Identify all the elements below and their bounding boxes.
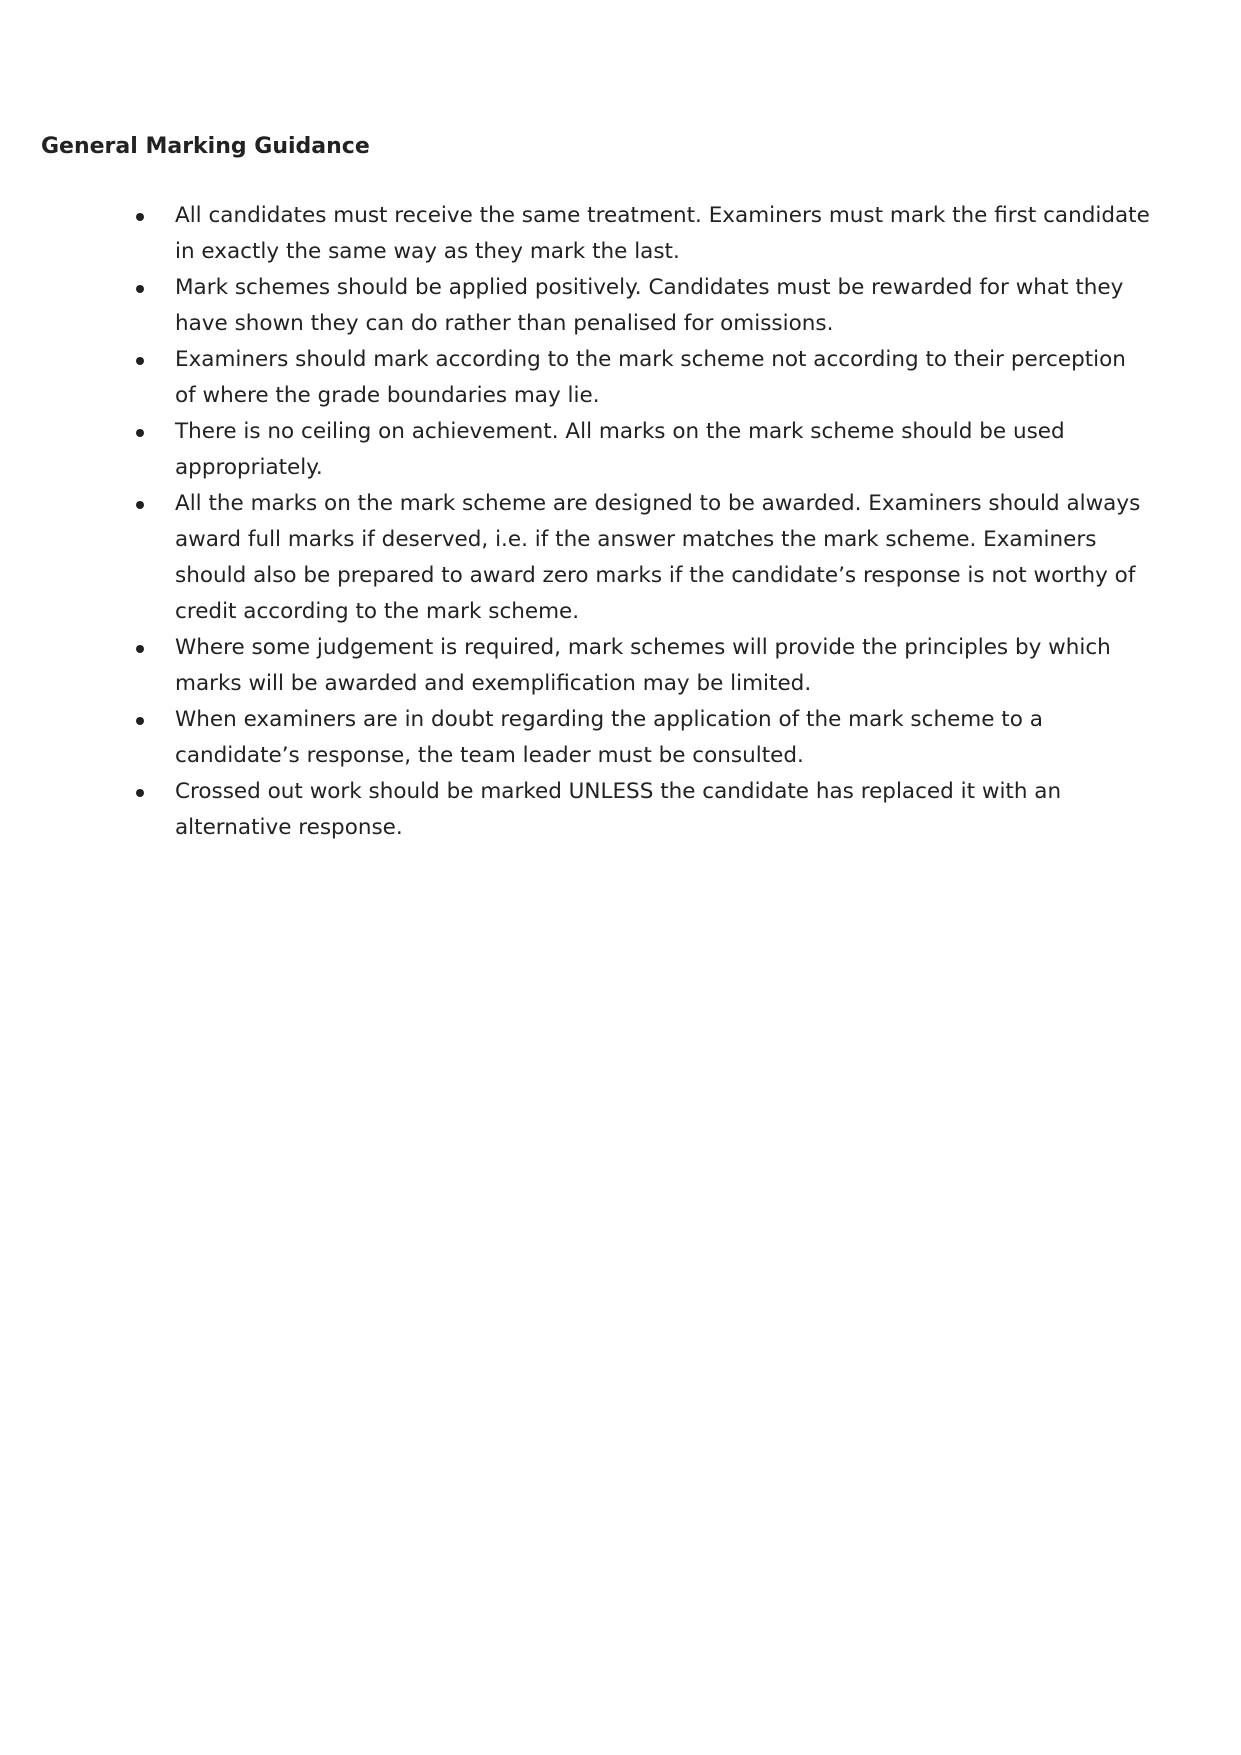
bullet-icon: [136, 213, 144, 221]
list-item: [175, 630, 1150, 702]
bullet-icon: [136, 501, 144, 509]
list-item-text: Examiners should mark according to the mark scheme not according to their perception of where the grade boundaries may lie.: [175, 347, 1126, 408]
list-item: [175, 486, 1150, 630]
bullet-icon: [136, 357, 144, 365]
list-item-text: When examiners are in doubt regarding the application of the mark scheme to a candidate’s response, the team leader must be consulted.: [175, 707, 1043, 768]
bullet-icon: [136, 285, 144, 293]
list-item-text: All candidates must receive the same treatment. Examiners must mark the first candidate in exactly the same way as they mark the last.: [175, 203, 1150, 264]
list-item-text: Mark schemes should be applied positively. Candidates must be rewarded for what they have shown they can do rather than penalised for omissions.: [175, 275, 1124, 336]
list-item-text: There is no ceiling on achievement. All marks on the mark scheme should be used appropriately.: [175, 419, 1065, 480]
list-item-text: Crossed out work should be marked UNLESS the candidate has replaced it with an alternative response.: [175, 779, 1062, 840]
list-item: [175, 198, 1150, 270]
bullet-icon: [136, 717, 144, 725]
guidance-list: [175, 198, 1150, 846]
list-item: [175, 702, 1150, 774]
list-item: [175, 270, 1150, 342]
list-item: [175, 414, 1150, 486]
bullet-icon: [136, 789, 144, 797]
page-heading: General Marking Guidance: [41, 134, 370, 159]
bullet-icon: [136, 429, 144, 437]
list-item: [175, 342, 1150, 414]
bullet-icon: [136, 645, 144, 653]
list-item-text: Where some judgement is required, mark schemes will provide the principles by which marks will be awarded and exemplification may be limited.: [175, 635, 1111, 696]
list-item-text: All the marks on the mark scheme are designed to be awarded. Examiners should always award full marks if deserved, i.e. if the answer matches the mark scheme. Examiners should also be prepared to award zero marks if the candidate’s response is not worthy of credit according to the mark scheme.: [175, 491, 1141, 624]
list-item: [175, 774, 1150, 846]
